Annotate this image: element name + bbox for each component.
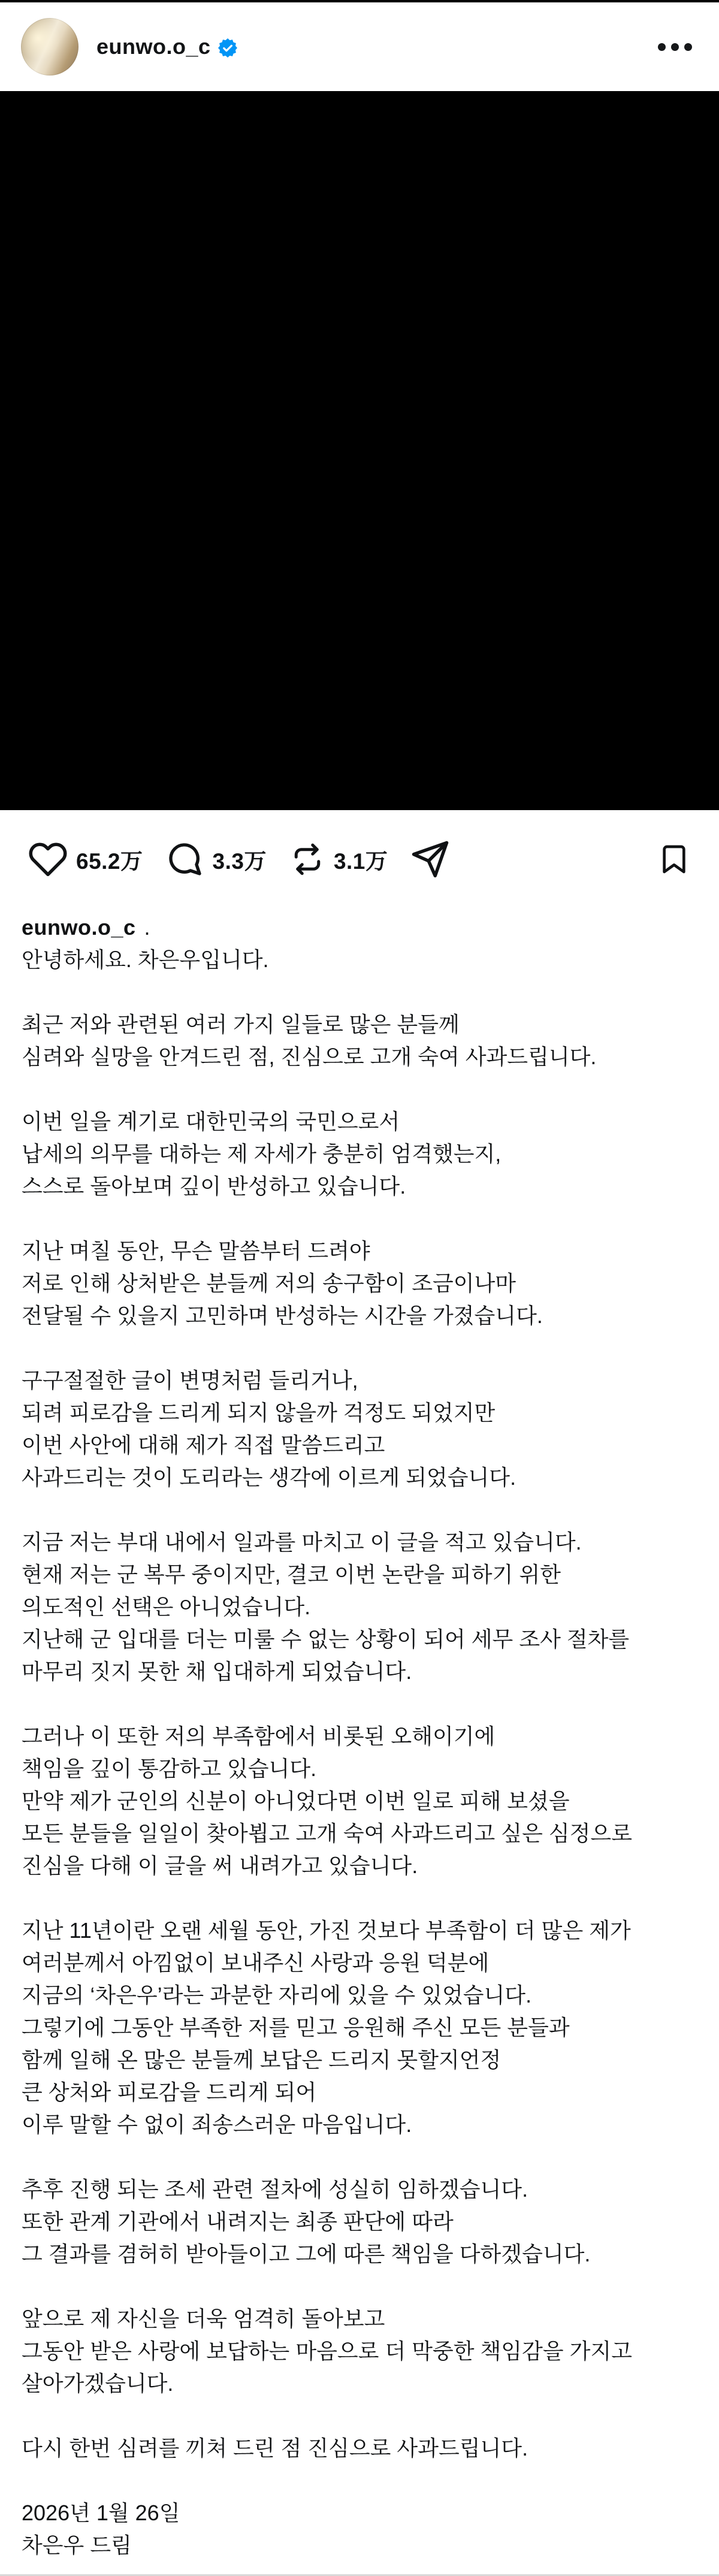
caption-line: 차은우 드림 bbox=[22, 2533, 132, 2557]
caption-line: 함께 일해 온 많은 분들께 보답은 드리지 못할지언정 bbox=[22, 2047, 502, 2072]
caption-line: 모든 분들을 일일이 찾아뵙고 고개 숙여 사과드리고 싶은 심정으로 bbox=[22, 1821, 632, 1846]
caption bbox=[0, 898, 719, 2576]
avatar[interactable] bbox=[21, 18, 78, 76]
caption-line: 현재 저는 군 복무 중이지만, 결코 이번 논란을 피하기 위한 bbox=[22, 1562, 561, 1587]
caption-line: 2026년 1월 26일 bbox=[22, 2500, 180, 2525]
caption-line: 지난 며칠 동안, 무슨 말씀부터 드려야 bbox=[22, 1239, 370, 1263]
action-bar bbox=[0, 810, 719, 898]
caption-line bbox=[22, 1882, 702, 1914]
caption-line: 구구절절한 글이 변명처럼 들리거나, bbox=[22, 1368, 358, 1393]
more-icon bbox=[658, 43, 666, 51]
caption-line bbox=[22, 1332, 702, 1364]
caption-line: 최근 저와 관련된 여러 가지 일들로 많은 분들께 bbox=[22, 1012, 460, 1037]
caption-line: 이번 일을 계기로 대한민국의 국민으로서 bbox=[22, 1109, 400, 1134]
comment-count[interactable]: 3.3万 bbox=[212, 849, 267, 874]
caption-line: 지금의 ‘차은우’라는 과분한 자리에 있을 수 있었습니다. bbox=[22, 1983, 532, 2007]
caption-line: 그렇기에 그동안 부족한 저를 믿고 응원해 주신 모든 분들과 bbox=[22, 2015, 570, 2040]
header-username[interactable]: eunwo.o_c bbox=[96, 34, 211, 59]
caption-line bbox=[22, 976, 702, 1008]
caption-line bbox=[22, 2465, 702, 2497]
caption-line bbox=[22, 1203, 702, 1235]
caption-line: 저로 인해 상처받은 분들께 저의 송구함이 조금이나마 bbox=[22, 1271, 516, 1295]
username-row bbox=[96, 34, 237, 59]
caption-line: 이번 사안에 대해 제가 직접 말씀드리고 bbox=[22, 1433, 385, 1457]
caption-first-line bbox=[22, 911, 702, 944]
share-icon[interactable] bbox=[410, 839, 450, 879]
caption-line bbox=[22, 2400, 702, 2432]
post-image[interactable] bbox=[0, 91, 719, 810]
caption-line: 납세의 의무를 대하는 제 자세가 충분히 엄격했는지, bbox=[22, 1141, 502, 1166]
caption-line: 앞으로 제 자신을 더욱 엄격히 돌아보고 bbox=[22, 2306, 385, 2331]
more-icon bbox=[684, 43, 692, 51]
caption-line: 진심을 다해 이 글을 써 내려가고 있습니다. bbox=[22, 1853, 418, 1878]
more-options-button[interactable] bbox=[658, 37, 692, 57]
caption-separator: . bbox=[144, 915, 150, 940]
caption-line: 추후 진행 되는 조세 관련 절차에 성실히 임하겠습니다. bbox=[22, 2177, 528, 2201]
caption-line: 의도적인 선택은 아니었습니다. bbox=[22, 1594, 311, 1619]
caption-line: 살아가겠습니다. bbox=[22, 2371, 174, 2396]
caption-line bbox=[22, 1688, 702, 1720]
caption-line: 그러나 이 또한 저의 부족함에서 비롯된 오해이기에 bbox=[22, 1724, 496, 1748]
heart-icon[interactable] bbox=[28, 839, 68, 879]
caption-line: 심려와 실망을 안겨드린 점, 진심으로 고개 숙여 사과드립니다. bbox=[22, 1044, 597, 1069]
caption-line: 안녕하세요. 차은우입니다. bbox=[22, 947, 269, 972]
caption-line bbox=[22, 2270, 702, 2303]
caption-line: 되려 피로감을 드리게 되지 않을까 걱정도 되었지만 bbox=[22, 1400, 496, 1425]
repost-icon[interactable] bbox=[289, 840, 325, 878]
more-icon bbox=[671, 43, 679, 51]
caption-line bbox=[22, 1073, 702, 1106]
caption-line: 다시 한번 심려를 끼쳐 드린 점 진심으로 사과드립니다. bbox=[22, 2436, 528, 2460]
caption-line: 여러분께서 아낌없이 보내주신 사랑과 응원 덕분에 bbox=[22, 1950, 490, 1975]
caption-line: 스스로 돌아보며 깊이 반성하고 있습니다. bbox=[22, 1174, 406, 1198]
bookmark-icon[interactable] bbox=[657, 840, 691, 878]
caption-line: 지금 저는 부대 내에서 일과를 마치고 이 글을 적고 있습니다. bbox=[22, 1530, 582, 1554]
caption-line: 지난 11년이란 오랜 세월 동안, 가진 것보다 부족함이 더 많은 제가 bbox=[22, 1918, 631, 1943]
caption-line: 또한 관계 기관에서 내려지는 최종 판단에 따라 bbox=[22, 2209, 454, 2234]
verified-badge-icon bbox=[218, 38, 237, 58]
caption-line: 그 결과를 겸허히 받아들이고 그에 따른 책임을 다하겠습니다. bbox=[22, 2242, 591, 2266]
caption-line: 만약 제가 군인의 신분이 아니었다면 이번 일로 피해 보셨을 bbox=[22, 1789, 570, 1813]
caption-username[interactable]: eunwo.o_c bbox=[22, 915, 136, 940]
caption-line: 사과드리는 것이 도리라는 생각에 이르게 되었습니다. bbox=[22, 1465, 516, 1490]
caption-line: 마무리 짓지 못한 채 입대하게 되었습니다. bbox=[22, 1659, 412, 1684]
comment-icon[interactable] bbox=[166, 840, 204, 878]
like-count[interactable]: 65.2万 bbox=[76, 849, 143, 874]
caption-line bbox=[22, 2141, 702, 2173]
caption-line: 전달될 수 있을지 고민하며 반성하는 시간을 가졌습니다. bbox=[22, 1303, 543, 1328]
caption-line: 그동안 받은 사랑에 보답하는 마음으로 더 막중한 책임감을 가지고 bbox=[22, 2339, 632, 2363]
caption-line: 책임을 깊이 통감하고 있습니다. bbox=[22, 1756, 317, 1781]
caption-line: 지난해 군 입대를 더는 미룰 수 없는 상황이 되어 세무 조사 절차를 bbox=[22, 1627, 630, 1651]
post-header bbox=[0, 2, 719, 91]
caption-line: 큰 상처와 피로감을 드리게 되어 bbox=[22, 2080, 317, 2104]
repost-count[interactable]: 3.1万 bbox=[333, 849, 388, 874]
caption-text bbox=[22, 944, 702, 2562]
caption-line bbox=[22, 1494, 702, 1526]
caption-line: 이루 말할 수 없이 죄송스러운 마음입니다. bbox=[22, 2112, 412, 2137]
